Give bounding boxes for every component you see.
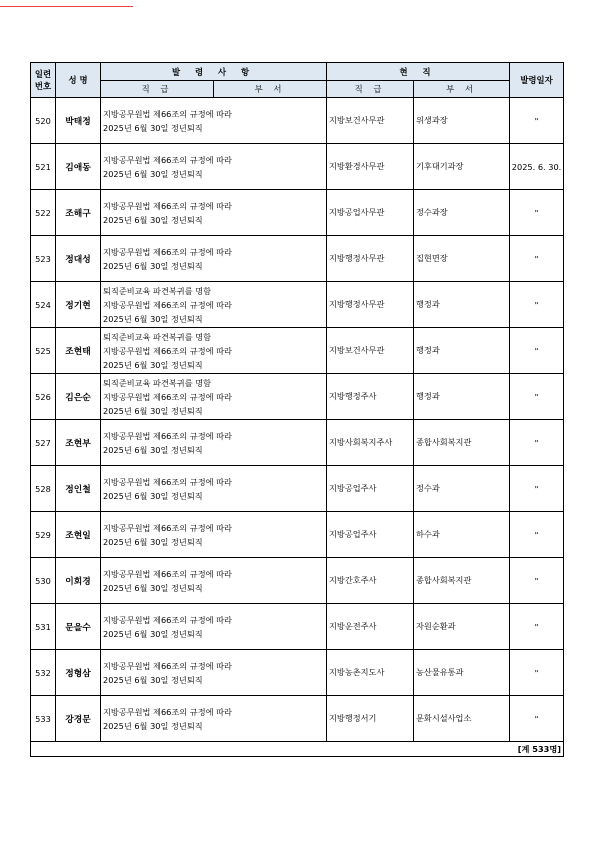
appointment-line: 지방공무원법 제66조의 규정에 따라 <box>103 430 232 441</box>
appointment-line: 2025년 6월 30일 정년퇴직 <box>103 444 203 455</box>
appointment-date: " <box>510 466 564 512</box>
current-position: 지방환경사무관 <box>327 144 414 190</box>
appointment-line: 퇴직준비교육 파견복귀를 명함 <box>103 331 212 342</box>
appointment-line: 지방공무원법 제66조의 규정에 따라 <box>103 246 232 257</box>
row-number: 521 <box>31 144 56 190</box>
appointment-text <box>101 282 327 328</box>
appointment-line: 2025년 6월 30일 정년퇴직 <box>103 214 203 225</box>
current-department: 행정과 <box>414 374 510 420</box>
appointment-line: 2025년 6월 30일 정년퇴직 <box>103 359 203 370</box>
person-name: 강경문 <box>56 696 101 742</box>
total-count: [계 533명] <box>31 742 564 757</box>
person-name: 이회경 <box>56 558 101 604</box>
table-row <box>31 512 564 558</box>
appointment-text <box>101 558 327 604</box>
current-position: 지방운전주사 <box>327 604 414 650</box>
current-department: 행정과 <box>414 282 510 328</box>
current-position: 지방행정주사 <box>327 374 414 420</box>
current-position: 지방행정서기 <box>327 696 414 742</box>
current-department: 농산물유통과 <box>414 650 510 696</box>
appointment-line: 2025년 6월 30일 정년퇴직 <box>103 628 203 639</box>
appointment-date: " <box>510 374 564 420</box>
current-position: 지방사회복지주사 <box>327 420 414 466</box>
appointment-line: 지방공무원법 제66조의 규정에 따라 <box>103 476 232 487</box>
person-name: 정인철 <box>56 466 101 512</box>
appointment-date: " <box>510 282 564 328</box>
appointment-text <box>101 328 327 374</box>
current-position-header: 직 급 <box>327 81 414 98</box>
appointment-line: 지방공무원법 제66조의 규정에 따라 <box>103 614 232 625</box>
appointment-line: 지방공무원법 제66조의 규정에 따라 <box>103 154 232 165</box>
row-number: 528 <box>31 466 56 512</box>
current-position: 지방농촌지도사 <box>327 650 414 696</box>
table-row <box>31 466 564 512</box>
appointment-text <box>101 604 327 650</box>
appointment-line: 2025년 6월 30일 정년퇴직 <box>103 122 203 133</box>
table-row <box>31 558 564 604</box>
appointment-line: 지방공무원법 제66조의 규정에 따라 <box>103 522 232 533</box>
person-name: 김은순 <box>56 374 101 420</box>
appointment-line: 2025년 6월 30일 정년퇴직 <box>103 168 203 179</box>
table-row <box>31 98 564 144</box>
appointment-date: " <box>510 98 564 144</box>
appointment-text <box>101 420 327 466</box>
table-row <box>31 374 564 420</box>
appointment-text <box>101 190 327 236</box>
appointment-date: 2025. 6. 30. <box>510 144 564 190</box>
table-row <box>31 190 564 236</box>
current-department: 종합사회복지관 <box>414 558 510 604</box>
appointment-line: 2025년 6월 30일 정년퇴직 <box>103 490 203 501</box>
current-position: 지방공업주사 <box>327 466 414 512</box>
appointment-date: " <box>510 236 564 282</box>
row-number: 533 <box>31 696 56 742</box>
current-department: 집현면장 <box>414 236 510 282</box>
name-header: 성 명 <box>56 63 101 98</box>
appointment-text <box>101 374 327 420</box>
appointment-line: 지방공무원법 제66조의 규정에 따라 <box>103 568 232 579</box>
appointment-line: 퇴직준비교육 파견복귀를 명함 <box>103 377 212 388</box>
row-number: 530 <box>31 558 56 604</box>
appointment-text <box>101 144 327 190</box>
order-department-header: 부 서 <box>214 81 327 98</box>
appointment-line: 퇴직준비교육 파견복귀를 명함 <box>103 285 212 296</box>
order-header: 발 령 사 항 <box>101 63 327 81</box>
appointment-date: " <box>510 512 564 558</box>
current-position: 지방보건사무관 <box>327 98 414 144</box>
appointment-text <box>101 512 327 558</box>
table-row <box>31 650 564 696</box>
table-row <box>31 696 564 742</box>
current-department: 문화시설사업소 <box>414 696 510 742</box>
current-header: 현 직 <box>327 63 510 81</box>
appointment-line: 지방공무원법 제66조의 규정에 따라 <box>103 299 232 310</box>
current-department: 기후대기과장 <box>414 144 510 190</box>
row-number: 526 <box>31 374 56 420</box>
person-name: 조현일 <box>56 512 101 558</box>
current-department-header: 부 서 <box>414 81 510 98</box>
current-position: 지방공업사무관 <box>327 190 414 236</box>
appointment-date: " <box>510 558 564 604</box>
person-name: 박태정 <box>56 98 101 144</box>
appointment-text <box>101 650 327 696</box>
appointment-line: 지방공무원법 제66조의 규정에 따라 <box>103 706 232 717</box>
table-row <box>31 282 564 328</box>
appointment-date: " <box>510 696 564 742</box>
appointment-date: " <box>510 190 564 236</box>
date-header: 발령일자 <box>510 63 564 98</box>
row-number: 525 <box>31 328 56 374</box>
current-department: 종합사회복지관 <box>414 420 510 466</box>
person-name: 정형삼 <box>56 650 101 696</box>
table-row <box>31 328 564 374</box>
appointment-date: " <box>510 604 564 650</box>
appointment-text <box>101 696 327 742</box>
appointment-text <box>101 98 327 144</box>
row-number: 532 <box>31 650 56 696</box>
current-department: 정수과장 <box>414 190 510 236</box>
appointment-date: " <box>510 650 564 696</box>
appointment-line: 지방공무원법 제66조의 규정에 따라 <box>103 391 232 402</box>
appointment-line: 2025년 6월 30일 정년퇴직 <box>103 405 203 416</box>
header-rule <box>0 6 133 7</box>
appointment-line: 2025년 6월 30일 정년퇴직 <box>103 674 203 685</box>
appointment-line: 지방공무원법 제66조의 규정에 따라 <box>103 108 232 119</box>
person-name: 정기현 <box>56 282 101 328</box>
appointment-table <box>30 62 564 757</box>
table-row <box>31 144 564 190</box>
table-row <box>31 604 564 650</box>
person-name: 조현부 <box>56 420 101 466</box>
current-position: 지방행정사무관 <box>327 236 414 282</box>
current-department: 자원순환과 <box>414 604 510 650</box>
row-number: 523 <box>31 236 56 282</box>
appointment-line: 2025년 6월 30일 정년퇴직 <box>103 536 203 547</box>
seq-header: 일련 번호 <box>31 63 56 98</box>
current-department: 정수과 <box>414 466 510 512</box>
appointment-line: 2025년 6월 30일 정년퇴직 <box>103 720 203 731</box>
person-name: 문을수 <box>56 604 101 650</box>
current-department: 위생과장 <box>414 98 510 144</box>
current-department: 행정과 <box>414 328 510 374</box>
current-position: 지방간호주사 <box>327 558 414 604</box>
row-number: 520 <box>31 98 56 144</box>
appointment-text <box>101 236 327 282</box>
table-row <box>31 236 564 282</box>
current-department: 하수과 <box>414 512 510 558</box>
row-number: 524 <box>31 282 56 328</box>
current-position: 지방행정사무관 <box>327 282 414 328</box>
row-number: 522 <box>31 190 56 236</box>
appointment-date: " <box>510 420 564 466</box>
person-name: 정대성 <box>56 236 101 282</box>
appointment-line: 지방공무원법 제66조의 규정에 따라 <box>103 200 232 211</box>
appointment-line: 지방공무원법 제66조의 규정에 따라 <box>103 345 232 356</box>
person-name: 김애동 <box>56 144 101 190</box>
appointment-line: 2025년 6월 30일 정년퇴직 <box>103 260 203 271</box>
appointment-line: 지방공무원법 제66조의 규정에 따라 <box>103 660 232 671</box>
row-number: 527 <box>31 420 56 466</box>
current-position: 지방보건사무관 <box>327 328 414 374</box>
appointment-line: 2025년 6월 30일 정년퇴직 <box>103 313 203 324</box>
appointment-line: 2025년 6월 30일 정년퇴직 <box>103 582 203 593</box>
row-number: 529 <box>31 512 56 558</box>
person-name: 조해구 <box>56 190 101 236</box>
person-name: 조현태 <box>56 328 101 374</box>
appointment-text <box>101 466 327 512</box>
row-number: 531 <box>31 604 56 650</box>
current-position: 지방공업주사 <box>327 512 414 558</box>
appointment-date: " <box>510 328 564 374</box>
order-position-header: 직 급 <box>101 81 214 98</box>
table-row <box>31 420 564 466</box>
